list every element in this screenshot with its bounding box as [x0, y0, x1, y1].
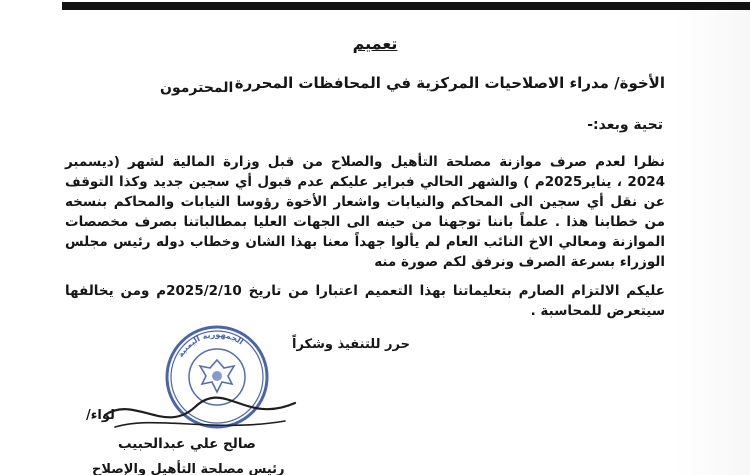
letterhead-rule	[62, 2, 750, 10]
body-paragraph-2: عليكم الالتزام الصارم بتعليماتنا بهذا التعميم اعتبارا من تاريخ 2025/2/10م ومن يخالفها سيتعرض للمحاسبة .	[65, 283, 665, 319]
signatory-name: صالح علي عبدالحبيب	[118, 436, 256, 452]
body-paragraph-1: نظرا لعدم صرف موازنة مصلحة التأهيل والصلاح من قبل وزارة المالية لشهر (ديسمبر 2024 ، يناير2025م ) والشهر الحالي فبراير عليكم عدم قبول أي سجين جديد وكذا التوقف عن نقل أي سجين الى المحاكم والنيابات واشعار الأخوة رؤوسا النيابات والمحاكم بنسخه من خطابنا هذا . علماً باننا توجهنا من حينه الى الجهات العليا بمطالباتنا بصرف مخصصات الموازنة ومعالي الاخ النائب العام لم يألوا جهداً معنا بهذا الشان وخطاب دوله رئيس مجلس الوزراء بسرعة الصرف ونرفق لكم صورة منه	[65, 154, 665, 270]
stamp-text: الجمهورية اليمنية	[175, 329, 245, 359]
signatory-title: رئيس مصلحة التأهيل والإصلاح	[92, 462, 285, 475]
honorific: المحترمون	[160, 80, 234, 96]
addressee-line: الأخوة/ مدراء الاصلاحيات المركزية في المحافظات المحررة	[234, 74, 665, 92]
document-title: تعميم	[352, 34, 398, 53]
signatory-rank: لواء/	[86, 408, 115, 423]
closing-line: حرر للتنفيذ وشكراً	[292, 337, 410, 352]
greeting: تحية وبعد:-	[587, 117, 663, 133]
